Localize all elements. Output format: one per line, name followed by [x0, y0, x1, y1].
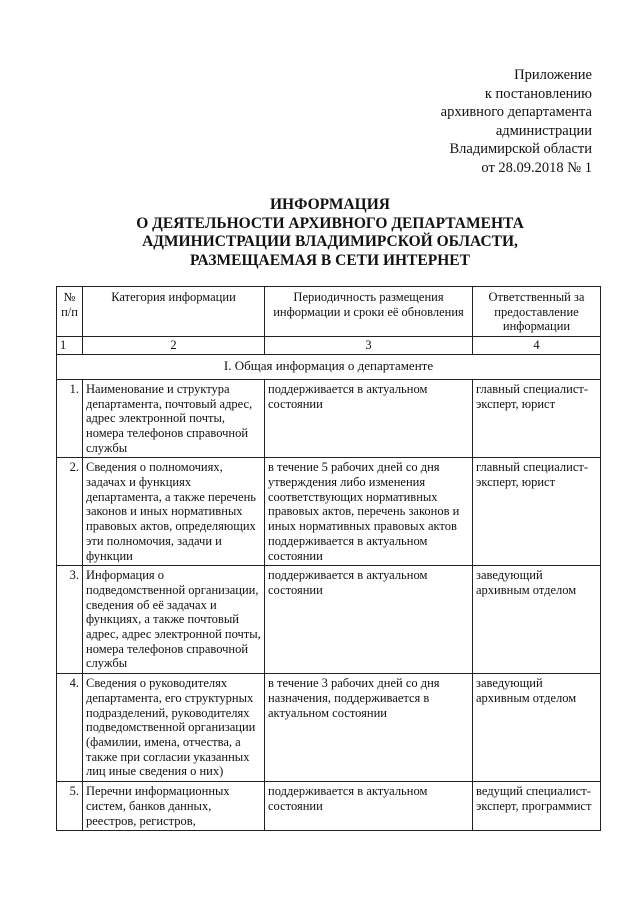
section-row [57, 354, 601, 379]
table-row [57, 458, 601, 566]
column-number: 1 [57, 337, 83, 355]
column-number: 3 [265, 337, 473, 355]
title-line: АДМИНИСТРАЦИИ ВЛАДИМИРСКОЙ ОБЛАСТИ, [142, 233, 518, 250]
title-line: ИНФОРМАЦИЯ [270, 196, 390, 213]
table-header-row [57, 287, 601, 337]
appendix-line: архивного департамента [440, 104, 592, 121]
row-number: 2. [57, 458, 83, 566]
row-number: 3. [57, 566, 83, 674]
row-period: в течение 5 рабочих дней со дня утверждения либо изменения соответствующих нормативных правовых актов, перечень законов и иных нормативных правовых актов поддерживается в актуальном состоянии [265, 458, 473, 566]
row-period: поддерживается в актуальном состоянии [265, 379, 473, 458]
row-responsible: главный специалист-эксперт, юрист [473, 379, 601, 458]
table-row [57, 674, 601, 782]
row-period: поддерживается в актуальном состоянии [265, 782, 473, 831]
row-responsible: ведущий специалист-эксперт, программист [473, 782, 601, 831]
row-category: Информация о подведомственной организации, сведения об её задачах и функциях, а также почтовый адрес, адрес электронной почты, номера телефонов справочной службы [83, 566, 265, 674]
header-period: Периодичность размещения информации и сроки её обновления [265, 287, 473, 337]
row-number: 1. [57, 379, 83, 458]
document-title [80, 196, 580, 270]
row-period: в течение 3 рабочих дней со дня назначения, поддерживается в актуальном состоянии [265, 674, 473, 782]
table-row [57, 379, 601, 458]
appendix-line: Владимирской области [449, 141, 592, 158]
appendix-line: от 28.09.2018 № 1 [481, 159, 592, 176]
row-category: Сведения о руководителях департамента, его структурных подразделений, руководителях подведомственной организации (фамилии, имена, отчества, а также при согласии указанных лиц иные сведения о них) [83, 674, 265, 782]
header-responsible: Ответственный за предоставление информации [473, 287, 601, 337]
row-responsible: заведующий архивным отделом [473, 674, 601, 782]
row-period: поддерживается в актуальном состоянии [265, 566, 473, 674]
column-number: 4 [473, 337, 601, 355]
appendix-line: Приложение [514, 67, 592, 83]
information-table [56, 286, 601, 831]
title-line: РАЗМЕЩАЕМАЯ В СЕТИ ИНТЕРНЕТ [190, 251, 470, 269]
table-row [57, 782, 601, 831]
column-numbers-row [57, 337, 601, 355]
row-responsible: заведующий архивным отделом [473, 566, 601, 674]
title-line: О ДЕЯТЕЛЬНОСТИ АРХИВНОГО ДЕПАРТАМЕНТА [136, 214, 524, 232]
appendix-block [441, 66, 592, 178]
table-row [57, 566, 601, 674]
row-category: Перечни информационных систем, банков данных, реестров, регистров, [83, 782, 265, 831]
row-category: Сведения о полномочиях, задачах и функциях департамента, а также перечень законов и иных нормативных правовых актов, определяющих эти полномочия, задачи и функции [83, 458, 265, 566]
row-number: 4. [57, 674, 83, 782]
appendix-line: администрации [495, 122, 592, 139]
row-category: Наименование и структура департамента, почтовый адрес, адрес электронной почты, номера телефонов справочной службы [83, 379, 265, 458]
appendix-line: к постановлению [484, 85, 592, 102]
row-responsible: главный специалист-эксперт, юрист [473, 458, 601, 566]
column-number: 2 [83, 337, 265, 355]
header-number: № п/п [57, 287, 83, 337]
header-category: Категория информации [83, 287, 265, 337]
section-title: I. Общая информация о департаменте [57, 354, 601, 379]
row-number: 5. [57, 782, 83, 831]
